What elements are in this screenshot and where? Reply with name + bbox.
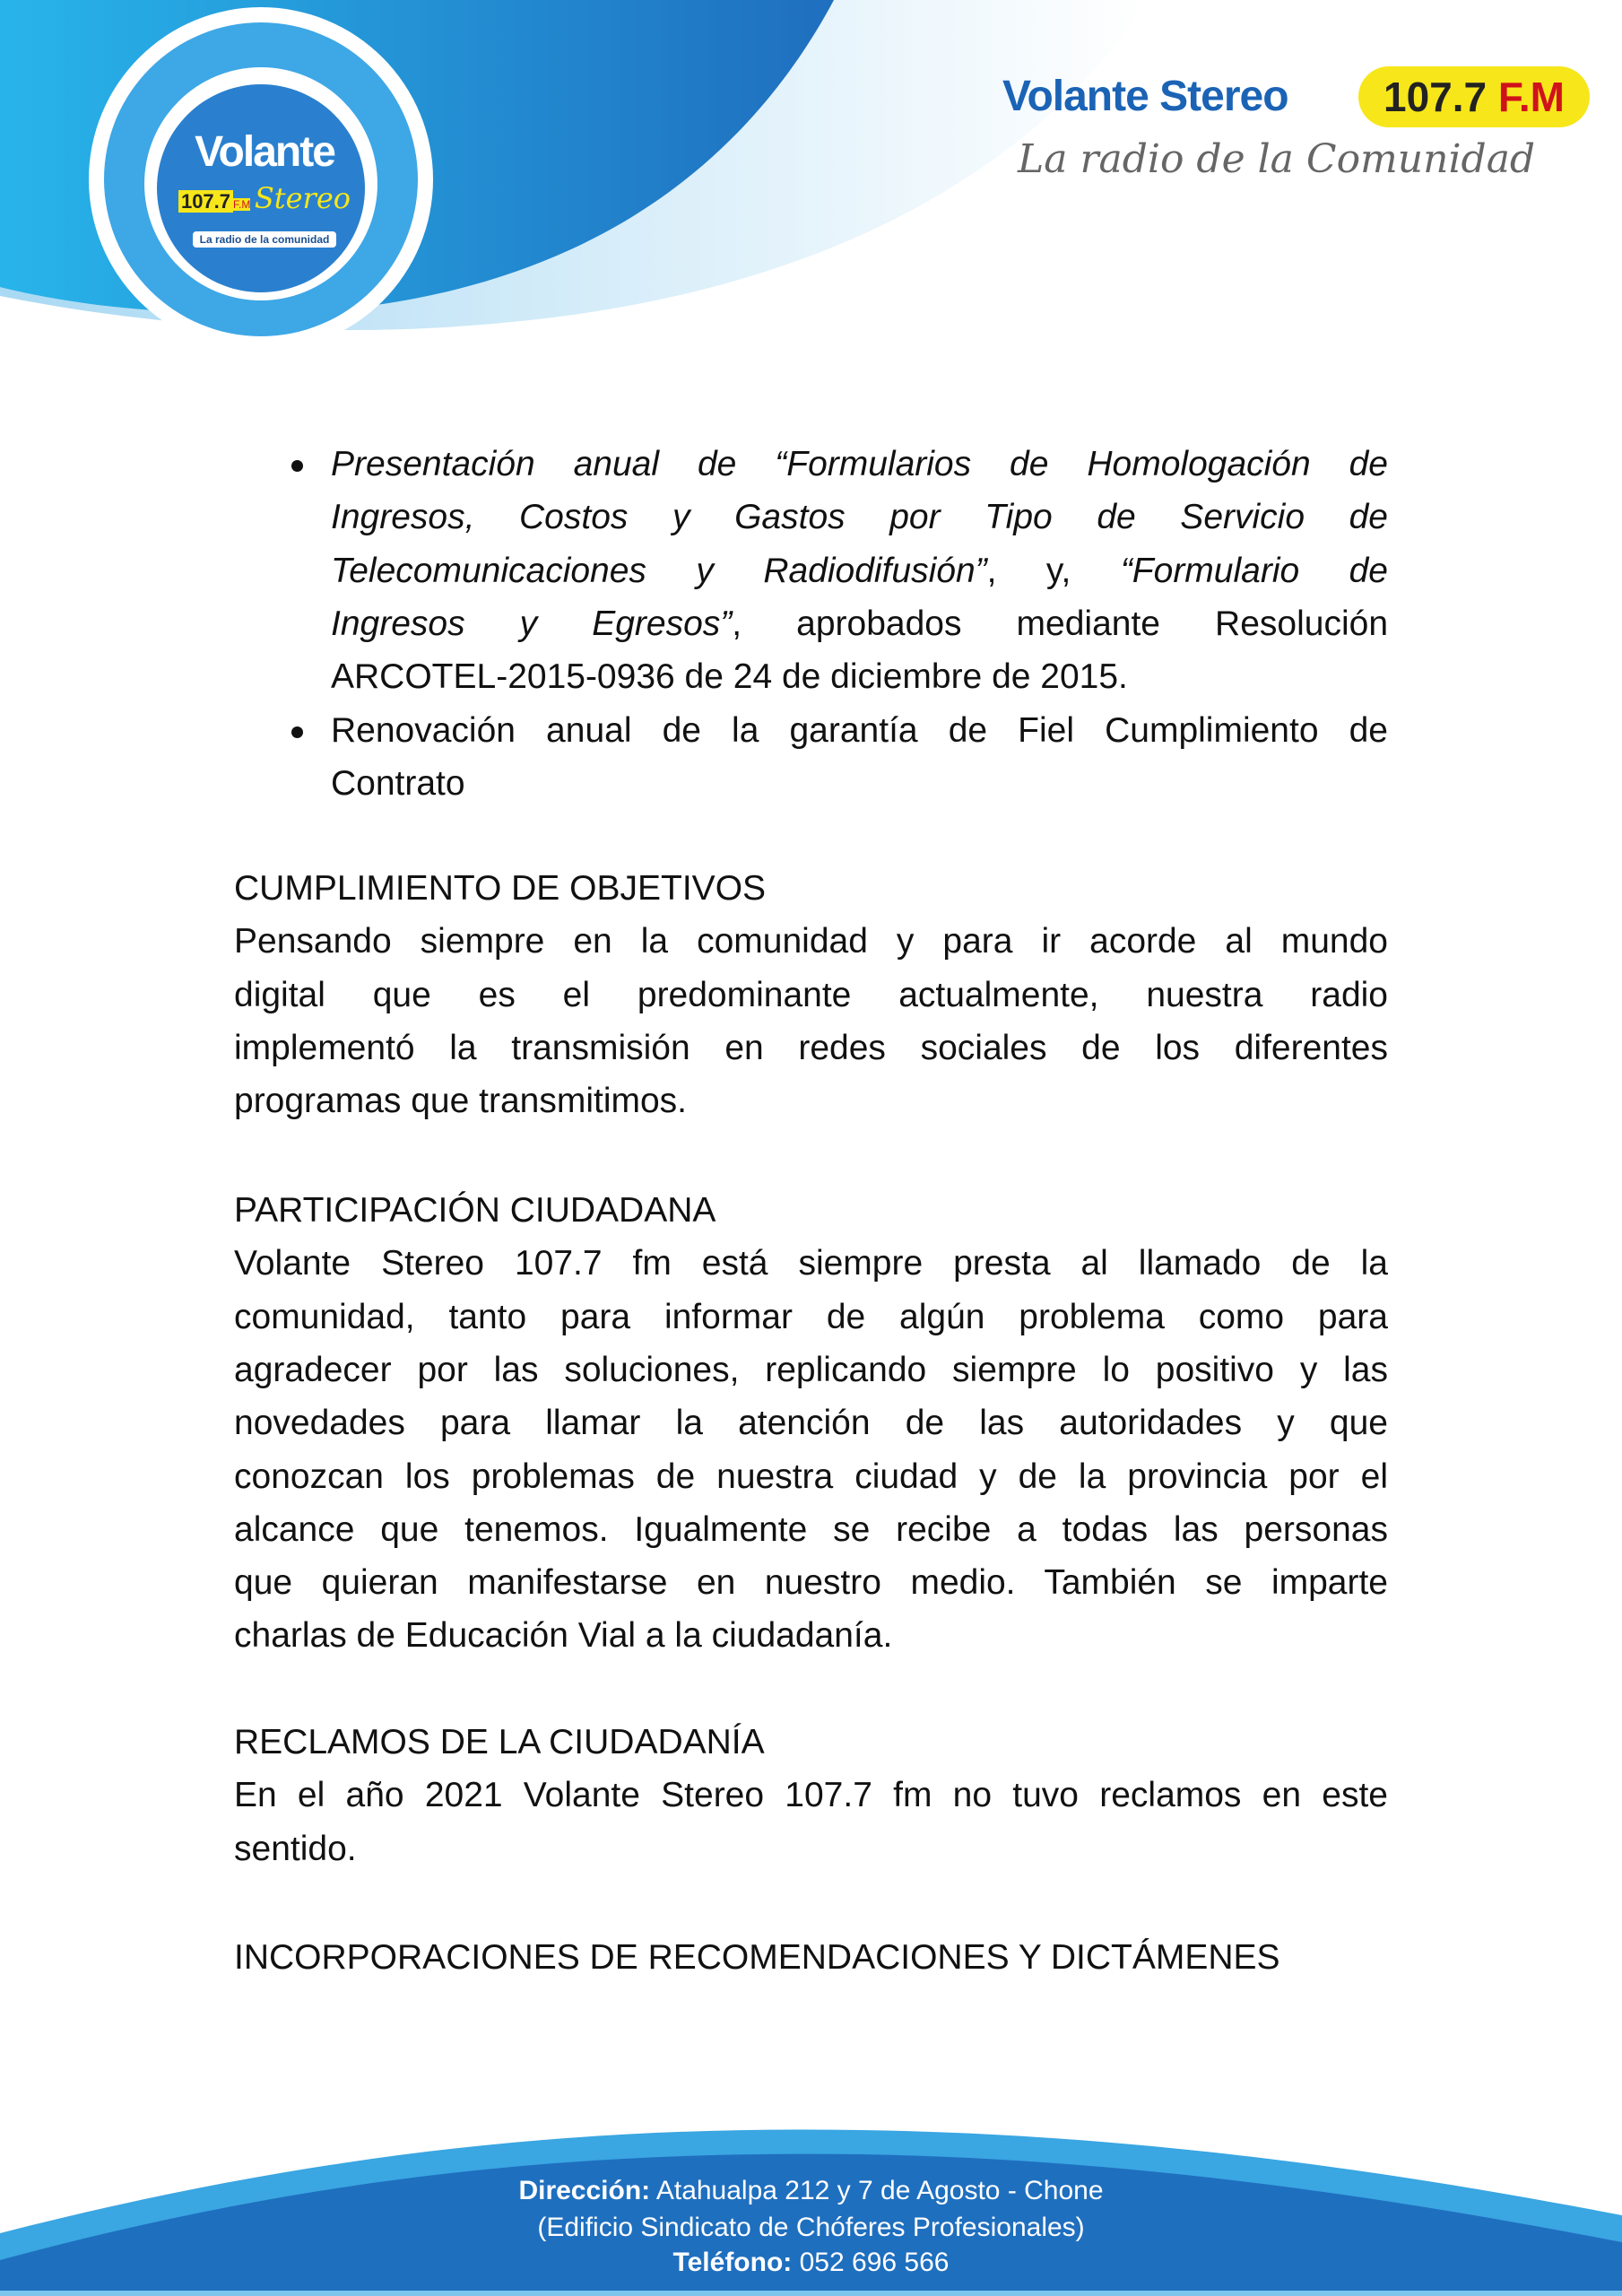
paragraph-line: implementó la transmisión en redes sociales de los diferentes bbox=[234, 1028, 1388, 1067]
brand-slogan: La radio de la Comunidad bbox=[1018, 136, 1536, 182]
paragraph-line: sentido. bbox=[234, 1829, 357, 1868]
bullet-line: Contrato bbox=[331, 764, 465, 804]
bullet-icon bbox=[291, 460, 303, 472]
paragraph-line: digital que es el predominante actualmente, nuestra radio bbox=[234, 975, 1388, 1014]
paragraph-line: novedades para llamar la atención de las autoridades y que bbox=[234, 1404, 1388, 1443]
paragraph-line: En el año 2021 Volante Stereo 107.7 fm no tuvo reclamos en este bbox=[234, 1776, 1388, 1815]
bullet-line: Renovación anual de la garantía de Fiel Cumplimiento de bbox=[331, 711, 1388, 750]
section-heading: CUMPLIMIENTO DE OBJETIVOS bbox=[234, 869, 767, 908]
bullet-line: Ingresos y Egresos”, aprobados mediante Resolución bbox=[331, 604, 1389, 643]
paragraph-line: Volante Stereo 107.7 fm está siempre presta al llamado de la bbox=[234, 1244, 1388, 1283]
paragraph-line: programas que transmitimos. bbox=[234, 1082, 688, 1121]
brand-name: Volante Stereo bbox=[1002, 73, 1288, 120]
bullet-icon bbox=[291, 726, 303, 738]
bullet-line: Ingresos, Costos y Gastos por Tipo de Servicio de bbox=[331, 498, 1388, 537]
section-heading: RECLAMOS DE LA CIUDADANÍA bbox=[234, 1723, 765, 1761]
section-heading: PARTICIPACIÓN CIUDADANA bbox=[234, 1191, 716, 1230]
section-heading: INCORPORACIONES DE RECOMENDACIONES Y DICTÁMENES bbox=[234, 1938, 1280, 1977]
paragraph-line: charlas de Educación Vial a la ciudadanía. bbox=[234, 1616, 893, 1656]
footer-phone: Teléfono: 052 696 566 bbox=[672, 2248, 950, 2277]
logo-text: Volante 107.7 F.M Stereo La radio de la comunidad bbox=[161, 126, 368, 248]
bullet-line: Presentación anual de “Formularios de Homologación de bbox=[331, 445, 1388, 483]
footer-building: (Edificio Sindicato de Chóferes Profesionales) bbox=[537, 2213, 1085, 2242]
footer-address: Dirección: Atahualpa 212 y 7 de Agosto - Chone bbox=[518, 2176, 1104, 2205]
bullet-line: ARCOTEL-2015-0936 de 24 de diciembre de 2015. bbox=[331, 657, 1128, 697]
paragraph-line: agradecer por las soluciones, replicando siempre lo positivo y las bbox=[234, 1350, 1388, 1389]
paragraph-line: Pensando siempre en la comunidad y para ir acorde al mundo bbox=[234, 922, 1388, 961]
paragraph-line: que quieran manifestarse en nuestro medio. También se imparte bbox=[234, 1563, 1388, 1603]
paragraph-line: comunidad, tanto para informar de algún problema como para bbox=[234, 1297, 1388, 1336]
frequency-badge: 107.7 F.M bbox=[1358, 66, 1590, 127]
paragraph-line: alcance que tenemos. Igualmente se recibe a todas las personas bbox=[234, 1509, 1388, 1549]
bullet-line: Telecomunicaciones y Radiodifusión”, y, “Formulario de bbox=[331, 551, 1388, 590]
paragraph-line: conozcan los problemas de nuestra ciudad y de la provincia por el bbox=[234, 1457, 1388, 1496]
